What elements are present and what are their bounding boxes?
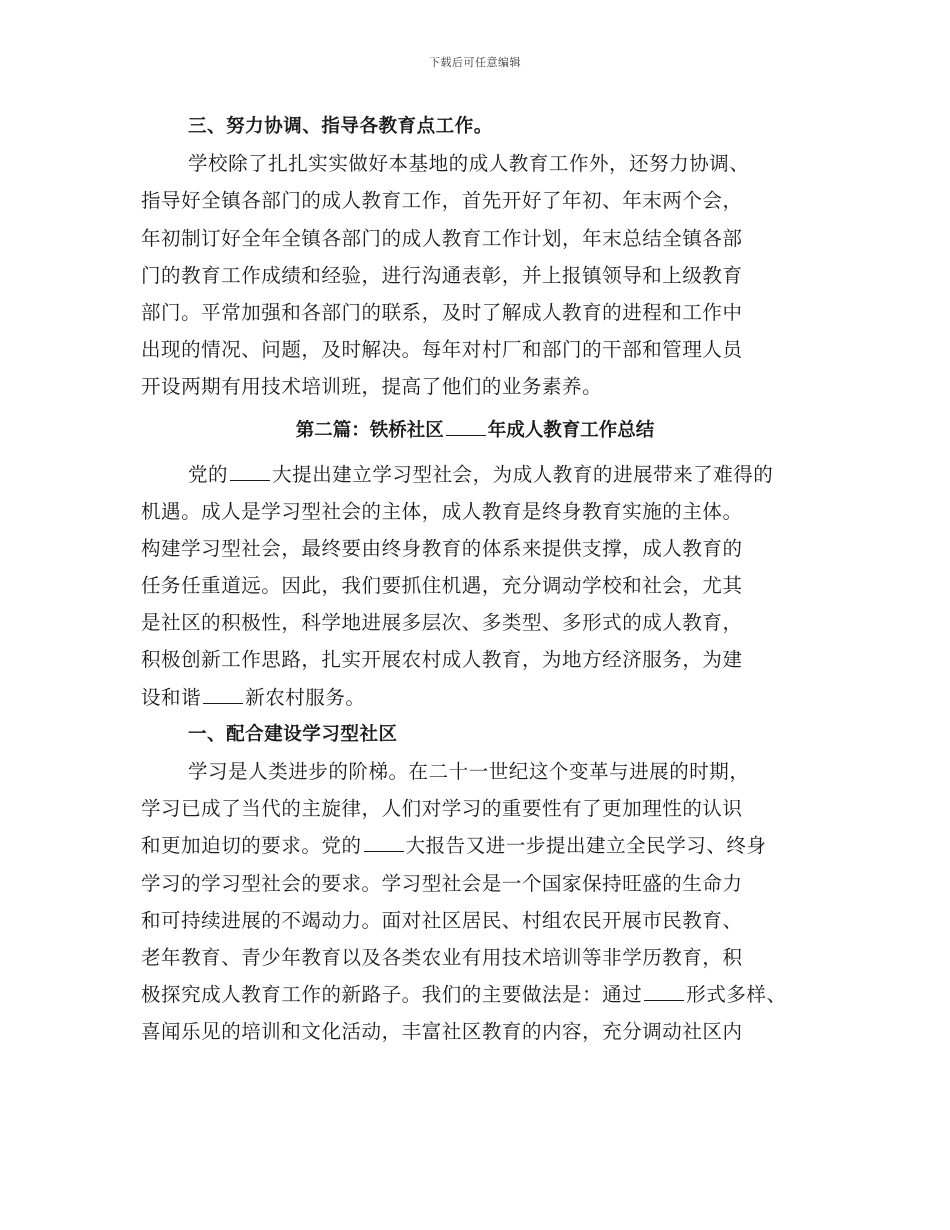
part2-title <box>141 406 809 456</box>
text-span: 极探究成人教育工作的新路子。我们的主要做法是：通过 <box>141 983 643 1007</box>
part2-title-start: 第二篇：铁桥社区 <box>295 419 444 441</box>
paragraph-line: 老年教育、青少年教育以及各类农业有用技术培训等非学历教育，积 <box>141 945 743 969</box>
document-body <box>141 108 809 1051</box>
paragraph-line <box>141 827 809 864</box>
paragraph-line: 指导好全镇各部门的成人教育工作，首先开好了年初、年末两个会， <box>141 189 743 213</box>
blank-underline <box>230 462 270 481</box>
blank-underline <box>644 982 684 1001</box>
text-span: 和更加迫切的要求。党的 <box>141 834 362 858</box>
blank-underline <box>364 833 404 852</box>
paragraph-line: 学习已成了当代的主旋律，人们对学习的重要性有了更加理性的认识 <box>141 797 743 821</box>
part2-title-end: 年成人教育工作总结 <box>487 419 655 441</box>
paragraph-line <box>141 456 809 493</box>
paragraph-line: 出现的情况、问题，及时解决。每年对村厂和部门的干部和管理人员 <box>141 338 743 362</box>
blank-underline <box>446 417 486 436</box>
paragraph-line: 学习的学习型社会的要求。学习型社会是一个国家保持旺盛的生命力 <box>141 871 743 895</box>
paragraph-line: 开设两期有用技术培训班，提高了他们的业务素养。 <box>141 375 603 399</box>
section3-heading: 三、努力协调、指导各教育点工作。 <box>188 116 493 137</box>
blank-underline <box>203 685 243 704</box>
paragraph-line: 学习是人类进步的阶梯。在二十一世纪这个变革与进展的时期， <box>188 760 750 783</box>
paragraph-line: 是社区的积极性，科学地进展多层次、多类型、多形式的成人教育， <box>141 611 743 635</box>
text-span: 党的 <box>188 462 229 486</box>
paragraph-line: 任务任重道远。因此，我们要抓住机遇，充分调动学校和社会，尤其 <box>141 574 743 598</box>
paragraph-line: 门的教育工作成绩和经验，进行沟通表彰，并上报镇领导和上级教育 <box>141 263 743 287</box>
paragraph-line: 年初制订好全年全镇各部门的成人教育工作计划，年末总结全镇各部 <box>141 226 743 250</box>
paragraph-line: 积极创新工作思路，扎实开展农村成人教育，为地方经济服务，为建 <box>141 648 743 672</box>
paragraph-line: 喜闻乐见的培训和文化活动，丰富社区教育的内容，充分调动社区内 <box>141 1020 743 1044</box>
paragraph-line: 机遇。成人是学习型社会的主体，成人教育是终身教育实施的主体。 <box>141 499 743 523</box>
section1-heading: 一、配合建设学习型社区 <box>188 723 398 745</box>
paragraph-line: 学校除了扎扎实实做好本基地的成人教育工作外，还努力协调、 <box>188 152 750 176</box>
text-span: 形式多样、 <box>686 983 787 1007</box>
paragraph-line <box>141 976 809 1013</box>
paragraph-line: 部门。平常加强和各部门的联系，及时了解成人教育的进程和工作中 <box>141 300 743 324</box>
paragraph-line: 构建学习型社会，最终要由终身教育的体系来提供支撑，成人教育的 <box>141 536 743 560</box>
paragraph-line: 和可持续进展的不竭动力。面对社区居民、村组农民开展市民教育、 <box>141 908 743 932</box>
text-span: 新农村服务。 <box>245 685 366 709</box>
text-span: 设和谐 <box>141 685 202 709</box>
paragraph-line <box>141 679 809 716</box>
text-span: 大报告又进一步提出建立全民学习、终身 <box>405 834 767 858</box>
text-span: 大提出建立学习型社会，为成人教育的进展带来了难得的 <box>272 462 774 486</box>
header-note: 下载后可任意编辑 <box>429 56 521 69</box>
